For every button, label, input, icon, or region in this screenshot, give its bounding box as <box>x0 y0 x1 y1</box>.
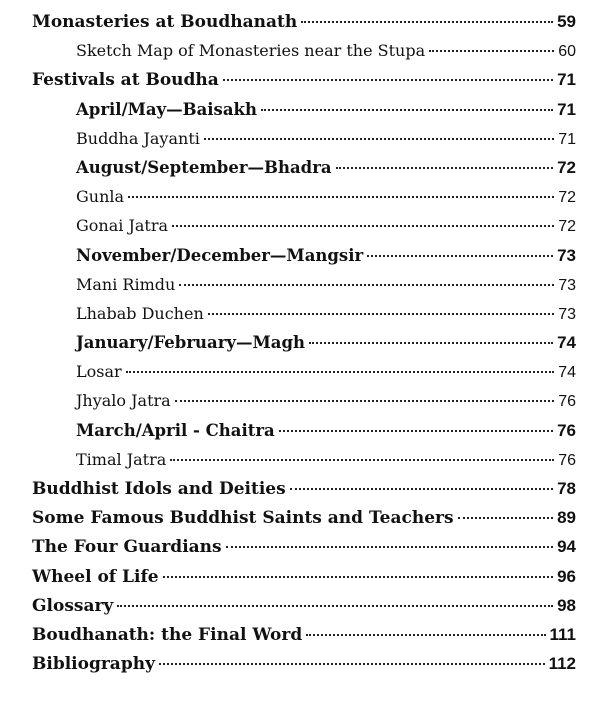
toc-entry-page: 72 <box>557 157 576 177</box>
toc-entry <box>0 625 600 654</box>
toc-entry-title: April/May—Baisakh <box>76 99 257 119</box>
toc-entry-page: 72 <box>558 189 576 207</box>
dot-leader <box>117 605 553 607</box>
toc-entry <box>0 41 600 70</box>
dot-leader <box>367 255 553 257</box>
toc-entry-title: Festivals at Boudha <box>32 70 219 91</box>
toc-entry-title: Monasteries at Boudhanath <box>32 12 298 32</box>
toc-entry <box>0 479 600 508</box>
toc-entry-title: Bibliography <box>32 654 155 675</box>
toc-entry-page: 73 <box>558 276 576 294</box>
toc-entry-page: 98 <box>557 595 576 615</box>
toc-entry <box>0 596 600 625</box>
toc-entry-title: Buddha Jayanti <box>76 128 200 148</box>
toc-entry-page: 73 <box>558 305 576 323</box>
toc-entry <box>0 537 600 566</box>
toc-entry-page: 76 <box>557 420 576 440</box>
dot-leader <box>261 109 553 111</box>
toc-entry-title: Buddhist Idols and Deities <box>32 479 286 499</box>
toc-entry-page: 73 <box>557 245 576 265</box>
toc-entry-page: 76 <box>558 393 576 411</box>
dot-leader <box>290 488 553 490</box>
toc-entry <box>0 275 600 304</box>
toc-entry-title: Timal Jatra <box>76 449 167 469</box>
toc-entry <box>0 654 600 683</box>
toc-entry <box>0 129 600 158</box>
dot-leader <box>128 196 554 198</box>
toc-entry-page: 94 <box>557 537 576 557</box>
toc-entry-page: 96 <box>557 566 576 586</box>
toc-entry-page: 60 <box>558 43 576 61</box>
toc-entry-page: 71 <box>557 99 576 119</box>
toc-entry-page: 59 <box>557 12 576 31</box>
toc-entry <box>0 158 600 187</box>
toc-entry-page: 76 <box>558 451 576 469</box>
dot-leader <box>336 167 553 169</box>
dot-leader <box>226 546 553 548</box>
toc-entry-page: 72 <box>558 218 576 236</box>
toc-entry-title: Boudhanath: the Final Word <box>32 624 303 645</box>
dot-leader <box>309 342 553 344</box>
toc-entry-page: 74 <box>558 364 576 382</box>
dot-leader <box>159 663 545 665</box>
dot-leader <box>175 400 555 402</box>
dot-leader <box>172 225 554 227</box>
toc-entry <box>0 187 600 216</box>
toc-entry-title: Gunla <box>76 187 125 207</box>
dot-leader <box>179 284 554 286</box>
dot-leader <box>429 50 554 52</box>
dot-leader <box>223 79 553 81</box>
toc-entry <box>0 12 600 41</box>
toc-entry <box>0 421 600 450</box>
toc-entry <box>0 246 600 275</box>
toc-entry-title: Glossary <box>32 595 114 616</box>
toc-entry <box>0 70 600 99</box>
toc-entry-title: Wheel of Life <box>32 566 159 587</box>
toc-entry <box>0 362 600 391</box>
toc-entry-page: 111 <box>549 624 576 644</box>
dot-leader <box>279 430 553 432</box>
toc-entry-page: 74 <box>557 333 576 353</box>
dot-leader <box>170 459 554 461</box>
toc-entry-title: Sketch Map of Monasteries near the Stupa <box>76 41 426 61</box>
toc-entry <box>0 508 600 537</box>
toc-entry-title: Mani Rimdu <box>76 274 176 294</box>
toc-entry-page: 112 <box>548 654 576 674</box>
toc-entry <box>0 100 600 129</box>
toc-entry-title: November/December—Mangsir <box>76 245 364 265</box>
toc-entry <box>0 450 600 479</box>
toc-entry-page: 71 <box>558 130 576 148</box>
toc-entry <box>0 567 600 596</box>
dot-leader <box>126 371 555 373</box>
toc-entry-title: August/September—Bhadra <box>76 157 332 177</box>
dot-leader <box>163 576 554 578</box>
toc-entry <box>0 216 600 245</box>
toc-entry <box>0 304 600 333</box>
toc-entry-page: 89 <box>557 508 576 528</box>
toc-entry-title: March/April - Chaitra <box>76 420 275 440</box>
toc-entry-title: The Four Guardians <box>32 537 222 558</box>
dot-leader <box>204 138 554 140</box>
toc-entry-page: 71 <box>557 70 576 90</box>
toc-entry-title: Lhabab Duchen <box>76 303 204 323</box>
toc-entry-title: Losar <box>76 362 122 382</box>
toc-entry <box>0 391 600 420</box>
dot-leader <box>306 634 545 636</box>
toc-entry <box>0 333 600 362</box>
dot-leader <box>208 313 554 315</box>
toc-entry-title: Jhyalo Jatra <box>76 391 171 411</box>
toc-entry-title: Gonai Jatra <box>76 216 169 236</box>
toc-entry-title: January/February—Magh <box>76 333 305 353</box>
toc-entry-title: Some Famous Buddhist Saints and Teachers <box>32 508 454 529</box>
dot-leader <box>458 517 554 519</box>
dot-leader <box>301 21 553 23</box>
toc-entry-page: 78 <box>557 479 576 498</box>
